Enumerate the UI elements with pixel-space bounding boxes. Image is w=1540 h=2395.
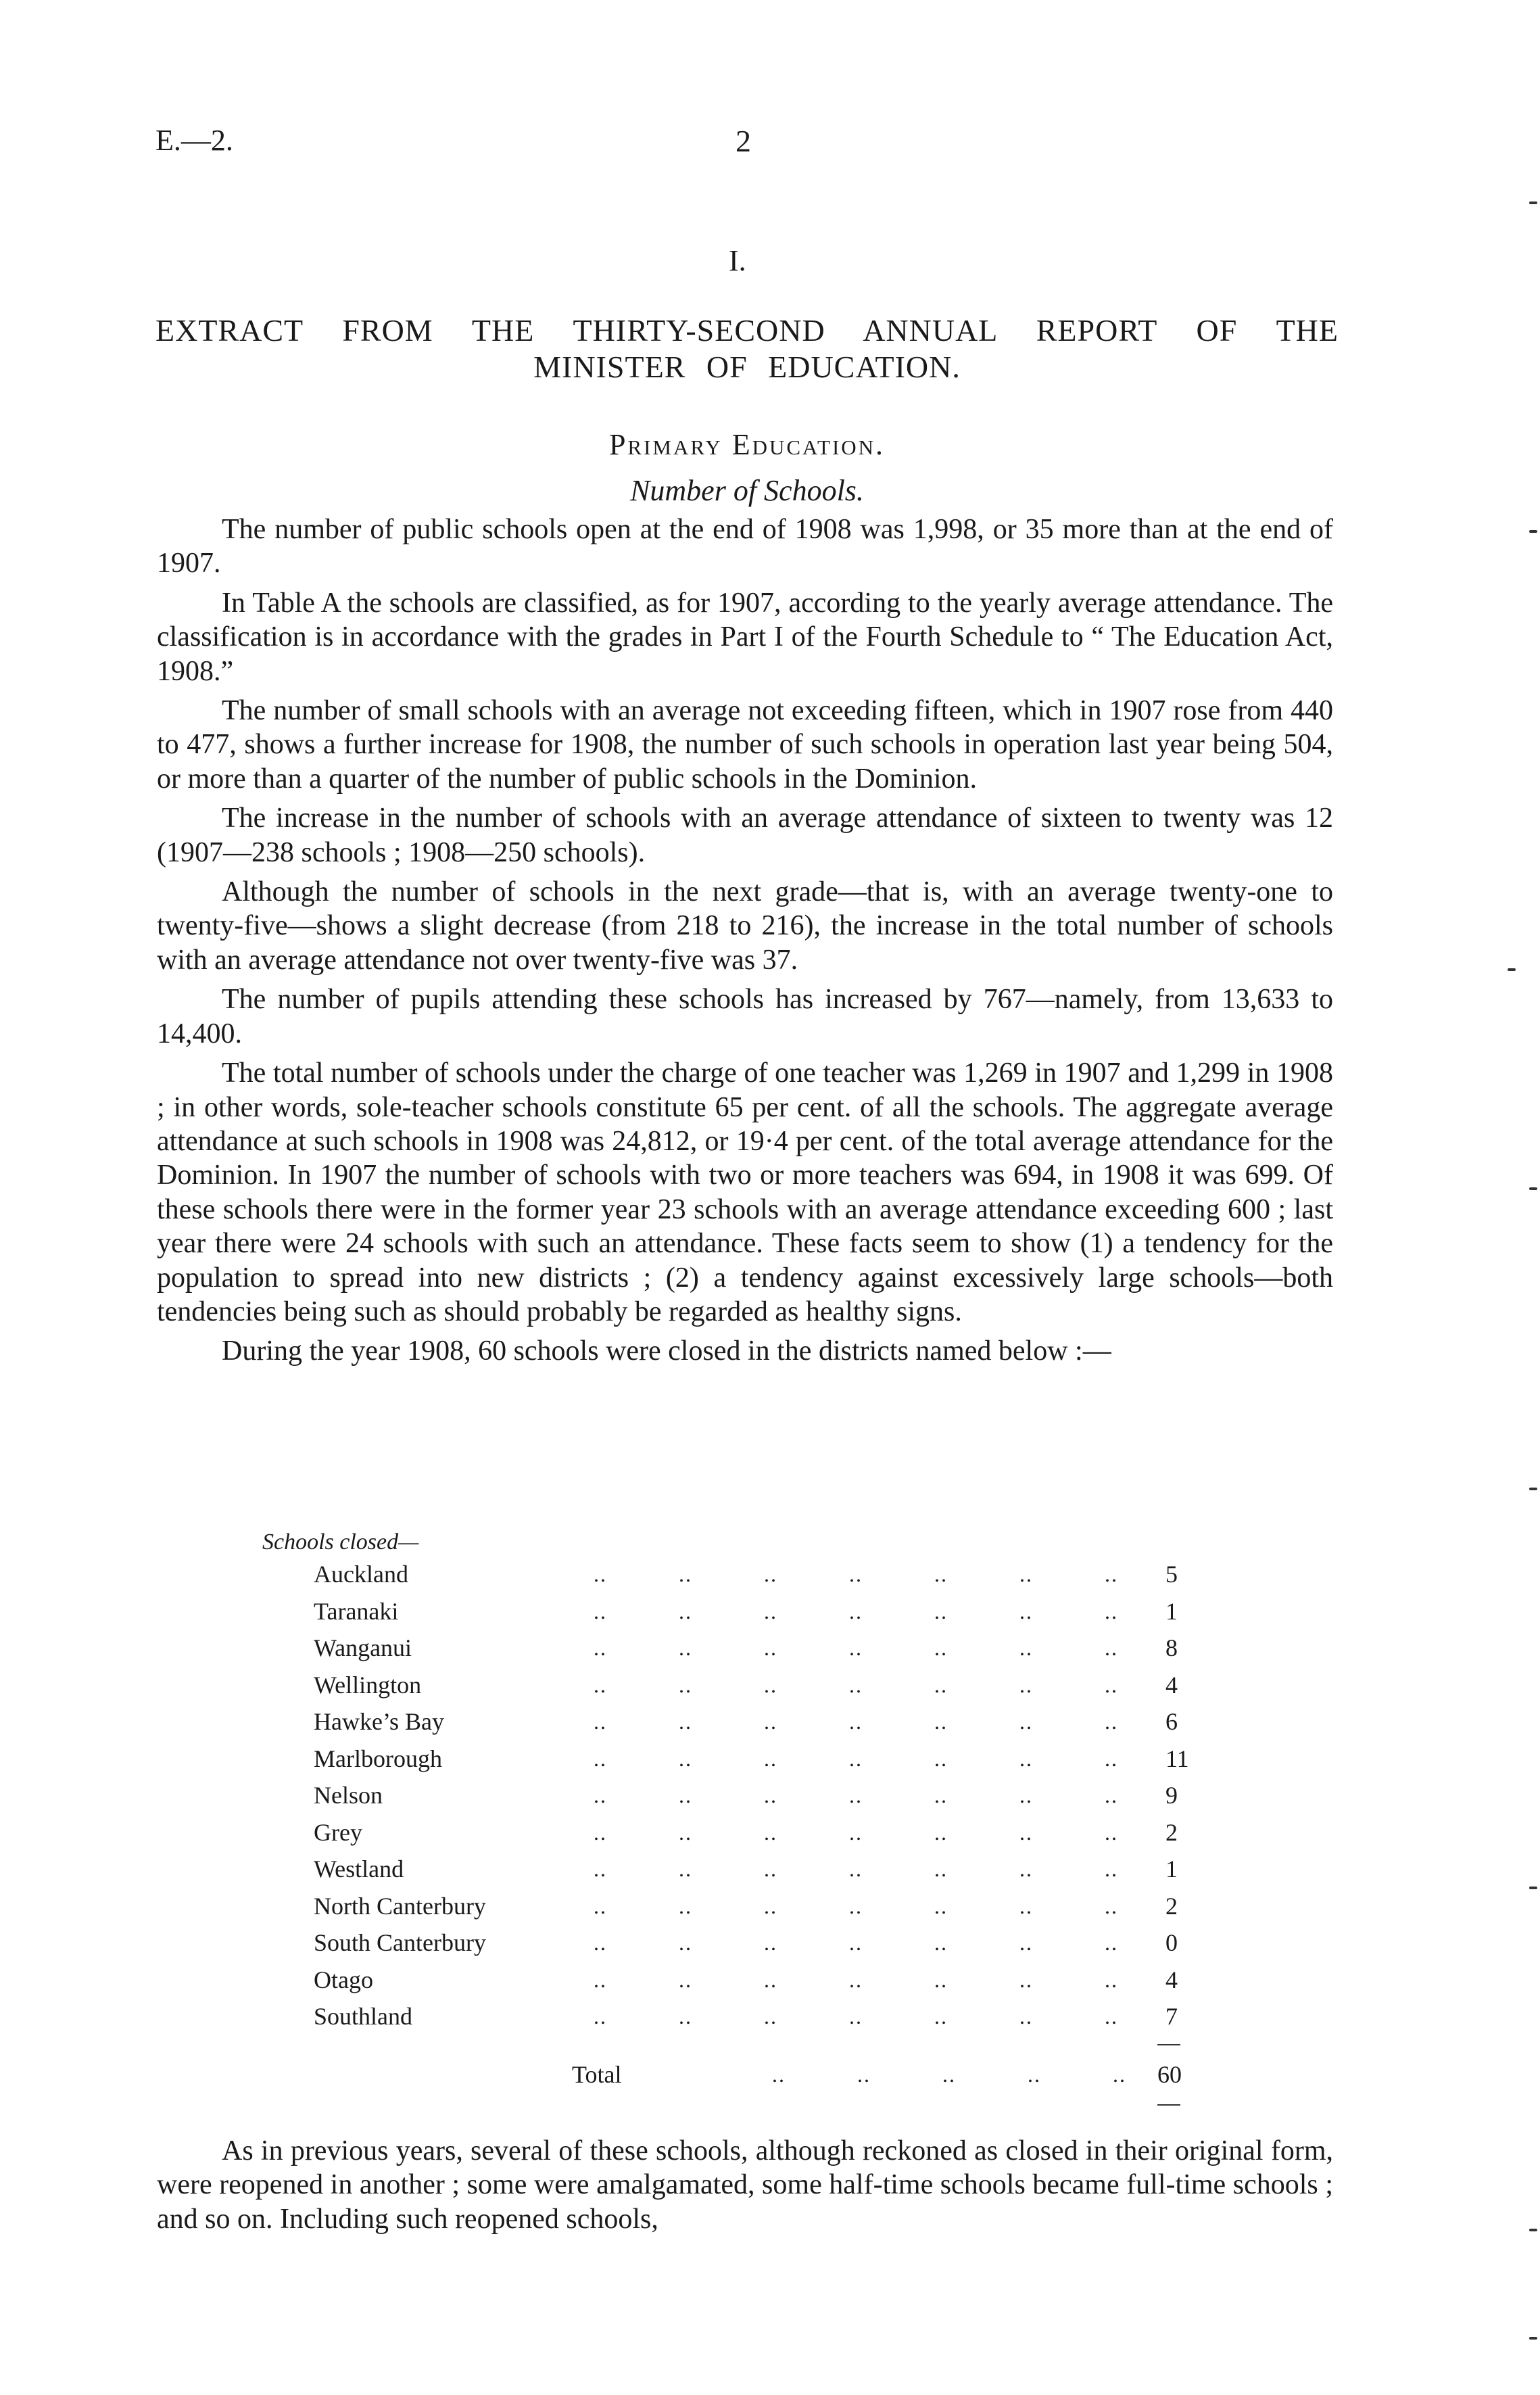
total-rule-bottom <box>1157 2104 1180 2106</box>
district-name: Auckland <box>314 1561 408 1588</box>
table-row <box>314 1671 1186 1709</box>
leader-dots: .. .. .. .. .. .. .. <box>594 1709 1118 1734</box>
table-row <box>314 1598 1186 1635</box>
closed-schools-table <box>314 1561 1189 2040</box>
district-name: South Canterbury <box>314 1929 486 1956</box>
district-count: 7 <box>1165 2003 1178 2030</box>
leader-dots: .. .. .. .. .. .. .. <box>594 2004 1118 2029</box>
paragraph: The total number of schools under the charge of one teacher was 1,269 in 1907 and 1,299 in 1908 ; in other words, sole-teacher schools constitute 65 per cent. of all the schools. The aggregate average attendance at such schools in 1908 was 24,812, or 19·4 per cent. of the total average attendance for the Dominion. In 1907 the number of schools with two or more teachers was 694, in 1908 it was 699. Of these schools there were in the former year 23 schools with an average attendance exceeding 600 ; last year there were 24 schools with such an attendance. These facts seem to show (1) a tendency for the population to spread into new districts ; (2) a tendency against excessively large schools—both tendencies being such as should probably be regarded as healthy signs. <box>157 1058 1333 1327</box>
district-count: 4 <box>1165 1966 1178 1993</box>
district-count: 11 <box>1165 1745 1189 1772</box>
margin-mark <box>1508 968 1516 971</box>
leader-dots: .. .. .. .. .. .. .. <box>594 1893 1118 1918</box>
leader-dots: .. .. .. .. .. .. .. <box>594 1746 1118 1771</box>
table-row <box>314 1708 1186 1745</box>
table-row <box>314 1561 1186 1598</box>
table-row <box>314 1929 1186 1966</box>
margin-mark <box>1529 201 1537 204</box>
margin-mark <box>1529 2229 1537 2231</box>
section-subtitle: Primary Education. <box>608 428 886 461</box>
leader-dots: .. .. .. .. .. .. .. <box>594 1598 1118 1623</box>
leader-dots: .. .. .. .. .. .. .. <box>594 1672 1118 1697</box>
table-row <box>314 1634 1186 1671</box>
title-line-2: MINISTER OF EDUCATION. <box>533 350 961 384</box>
paragraph: The number of small schools with an average not exceeding fifteen, which in 1907 rose from 440 to 477, shows a further increase for 1908, the number of such schools in operation last year being 504, or more than a quarter of the number of public schools in the Dominion. <box>157 695 1333 795</box>
section-numeral: I. <box>729 244 746 277</box>
report-reference: E.—2. <box>155 124 233 157</box>
district-count: 0 <box>1165 1929 1178 1956</box>
margin-mark <box>1529 1187 1537 1190</box>
district-count: 9 <box>1165 1782 1178 1809</box>
district-name: Southland <box>314 2003 413 2030</box>
table-row <box>314 2003 1186 2040</box>
paragraph: During the year 1908, 60 schools were closed in the districts named below :— <box>222 1335 1111 1367</box>
district-name: Marlborough <box>314 1745 442 1772</box>
leader-dots: .. .. .. .. .. .. .. <box>594 1857 1118 1881</box>
district-count: 4 <box>1165 1671 1178 1699</box>
table-row <box>314 1966 1186 2003</box>
district-count: 1 <box>1165 1597 1178 1625</box>
section-subheading: Number of Schools. <box>630 474 864 507</box>
leader-dots: .. .. .. .. .. <box>772 2062 1126 2087</box>
total-label: Total <box>572 2061 622 2088</box>
leader-dots: .. .. .. .. .. .. .. <box>594 1930 1118 1955</box>
total-row <box>572 2061 1187 2095</box>
district-count: 5 <box>1165 1561 1178 1588</box>
district-name: North Canterbury <box>314 1892 486 1920</box>
leader-dots: .. .. .. .. .. .. .. <box>594 1783 1118 1807</box>
table-row <box>314 1819 1186 1856</box>
body-text <box>157 513 1333 1374</box>
district-name: Grey <box>314 1818 362 1846</box>
district-name: Nelson <box>314 1782 383 1809</box>
district-count: 1 <box>1165 1855 1178 1882</box>
total-value: 60 <box>1157 2061 1182 2088</box>
leader-dots: .. .. .. .. .. .. .. <box>594 1967 1118 1992</box>
table-row <box>314 1893 1186 1930</box>
page-number: 2 <box>736 124 751 158</box>
table-row <box>314 1782 1186 1819</box>
district-name: Westland <box>314 1855 404 1882</box>
schools-closed-label: Schools closed— <box>262 1530 419 1555</box>
margin-mark <box>1529 530 1537 533</box>
paragraph: As in previous years, several of these schools, although reckoned as closed in their original form, were reopened in another ; some were amalgamated, some half-time schools became full-time schools ; and so on. Including such reopened schools, <box>157 2135 1333 2235</box>
district-name: Taranaki <box>314 1597 399 1625</box>
table-row <box>314 1745 1189 1782</box>
total-rule-top <box>1157 2044 1180 2045</box>
document-title <box>155 312 1339 385</box>
district-count: 2 <box>1165 1892 1178 1920</box>
paragraph: Although the number of schools in the next grade—that is, with an average twenty-one to twenty-five—shows a slight decrease (from 218 to 216), the increase in the total number of schools with an average attendance not over twenty-five was 37. <box>157 876 1333 976</box>
margin-mark <box>1529 1887 1537 1889</box>
title-line-1: EXTRACT FROM THE THIRTY-SECOND ANNUAL REPORT OF THE <box>155 313 1339 348</box>
paragraph: The number of pupils attending these schools has increased by 767—namely, from 13,633 to 14,400. <box>157 984 1333 1049</box>
paragraph: The increase in the number of schools with an average attendance of sixteen to twenty was 12 (1907—238 schools ; 1908—250 schools). <box>157 803 1333 868</box>
district-count: 6 <box>1165 1708 1178 1735</box>
district-name: Otago <box>314 1966 373 1993</box>
paragraph: The number of public schools open at the end of 1908 was 1,998, or 35 more than at the end of 1907. <box>157 514 1333 579</box>
district-count: 8 <box>1165 1634 1178 1661</box>
district-name: Hawke’s Bay <box>314 1708 444 1735</box>
final-paragraph <box>157 2134 1333 2236</box>
margin-mark <box>1529 2337 1537 2340</box>
leader-dots: .. .. .. .. .. .. .. <box>594 1636 1118 1660</box>
district-count: 2 <box>1165 1818 1178 1846</box>
district-name: Wellington <box>314 1671 422 1699</box>
margin-mark <box>1529 1488 1537 1490</box>
paragraph: In Table A the schools are classified, as for 1907, according to the yearly average attendance. The classification is in accordance with the grades in Part I of the Fourth Schedule to “ The Education Act, 1908.” <box>157 587 1333 687</box>
table-row <box>314 1855 1186 1893</box>
leader-dots: .. .. .. .. .. .. .. <box>594 1562 1118 1586</box>
district-name: Wanganui <box>314 1634 412 1661</box>
leader-dots: .. .. .. .. .. .. .. <box>594 1820 1118 1845</box>
